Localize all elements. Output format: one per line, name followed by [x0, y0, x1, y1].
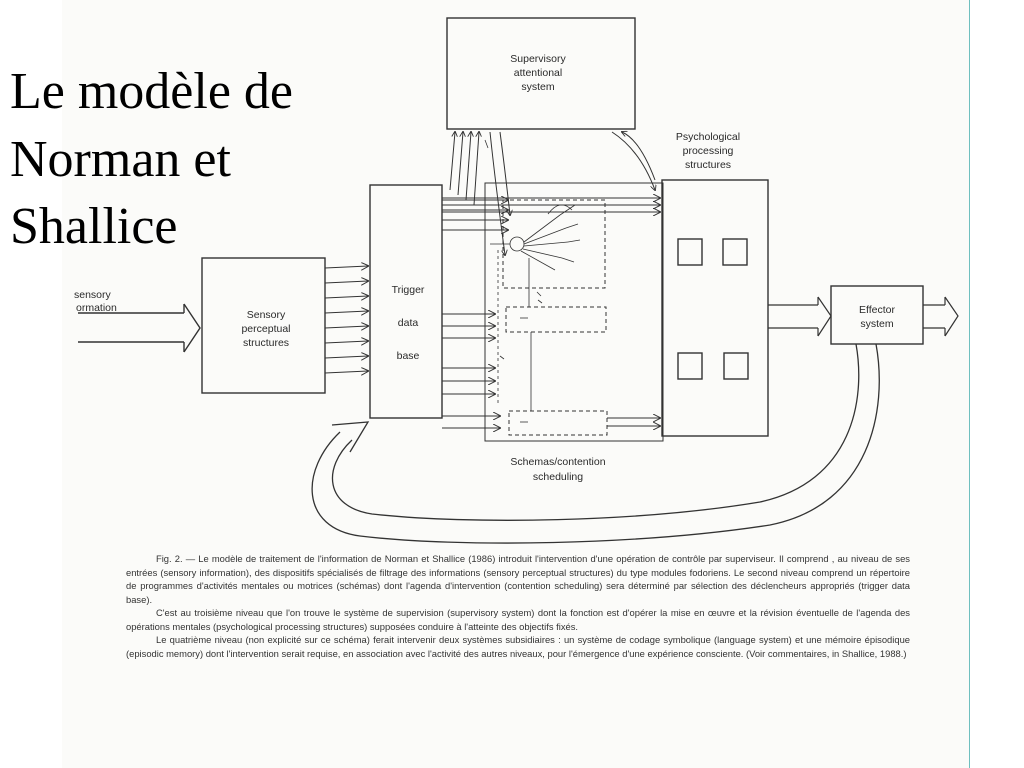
- sensory-to-trigger-arrows: [325, 266, 368, 373]
- slide-title: [10, 58, 370, 261]
- effector-label-1: Effector: [859, 304, 895, 316]
- sensory-perceptual-label-1: Sensory: [246, 309, 286, 321]
- supervisory-connections: [450, 132, 655, 255]
- effector-output-arrow: [923, 297, 958, 336]
- supervisory-label-3: system: [521, 81, 555, 93]
- schemas-to-psych-arrows: [442, 198, 660, 426]
- sensory-input-label-2: ormation: [76, 302, 117, 314]
- supervisory-label-1: Supervisory: [510, 53, 566, 65]
- sensory-perceptual-label-3: structures: [242, 337, 290, 349]
- schema-network: [490, 205, 580, 422]
- trigger-label-3: base: [396, 350, 420, 362]
- schema-unit-bottom: [509, 411, 607, 435]
- psych-square-4: [724, 353, 748, 379]
- caption-paragraph-1: Fig. 2. — Le modèle de traitement de l'information de Norman et Shallice (1986) introduit l'intervention d'une opération de contrôle par superviseur. Il comprend , au niveau de ses entrées (sensory information), des dispositifs spécialisés de filtrage des informations (sensory perceptual structures) du type modules fodoriens. Le second niveau comprend un répertoire de programmes d'activités mentales ou motrices (schémas) dont l'agenda d'intervention (contention scheduling) sera déterminé par sélection des déclencheurs appropriés (trigger data base).: [126, 553, 910, 605]
- psych-square-2: [723, 239, 747, 265]
- schema-unit-top: [503, 200, 605, 288]
- slide-title-line-2: Norman et: [10, 130, 231, 188]
- schemas-panel: [485, 183, 663, 441]
- psych-label-3: structures: [684, 159, 732, 171]
- slide-title-line-1: Le modèle de: [10, 63, 293, 120]
- trigger-label-1: Trigger: [391, 284, 425, 296]
- caption-paragraph-2: C'est au troisième niveau que l'on trouve le système de supervision (supervisory system) dont la fonction est d'opérer la mise en œuvre et la révision éventuelle de l'agenda des opérations mentales (psychological processing structures) supposées conduire à l'atteinte des objectifs fixés.: [126, 607, 910, 632]
- sensory-perceptual-label-2: perceptual: [241, 323, 291, 335]
- effector-label-2: system: [860, 318, 894, 330]
- psych-label-2: processing: [682, 145, 734, 157]
- caption-paragraph-3: Le quatrième niveau (non explicité sur ce schéma) ferait intervenir deux systèmes subsidiaires : un système de codage symbolique (language system) et une mémoire épisodique (episodic memory) dont l'intervention serait requise, en association avec l'activité des autres niveaux, pour l'émergence d'une expérience consciente. (Voir commentaires, in Shallice, 1988.): [126, 634, 910, 659]
- schemas-label-1: Schemas/contention: [510, 456, 606, 468]
- trigger-box: [370, 185, 442, 418]
- sensory-input-label-1: sensory: [74, 289, 111, 301]
- psych-square-3: [678, 353, 702, 379]
- feedback-loop: [312, 344, 879, 543]
- psych-square-1: [678, 239, 702, 265]
- schemas-label-2: scheduling: [532, 471, 584, 483]
- psych-label-1: Psychological: [675, 131, 741, 143]
- psych-to-effector-arrow: [768, 297, 831, 336]
- schema-unit-middle: [506, 307, 606, 332]
- figure-caption: [126, 552, 910, 660]
- psychological-box: [662, 180, 768, 436]
- trigger-to-schemas-arrows: [442, 200, 508, 428]
- trigger-label-2: data: [397, 317, 419, 329]
- slide-title-line-3: Shallice: [10, 198, 178, 256]
- supervisory-label-2: attentional: [513, 67, 563, 79]
